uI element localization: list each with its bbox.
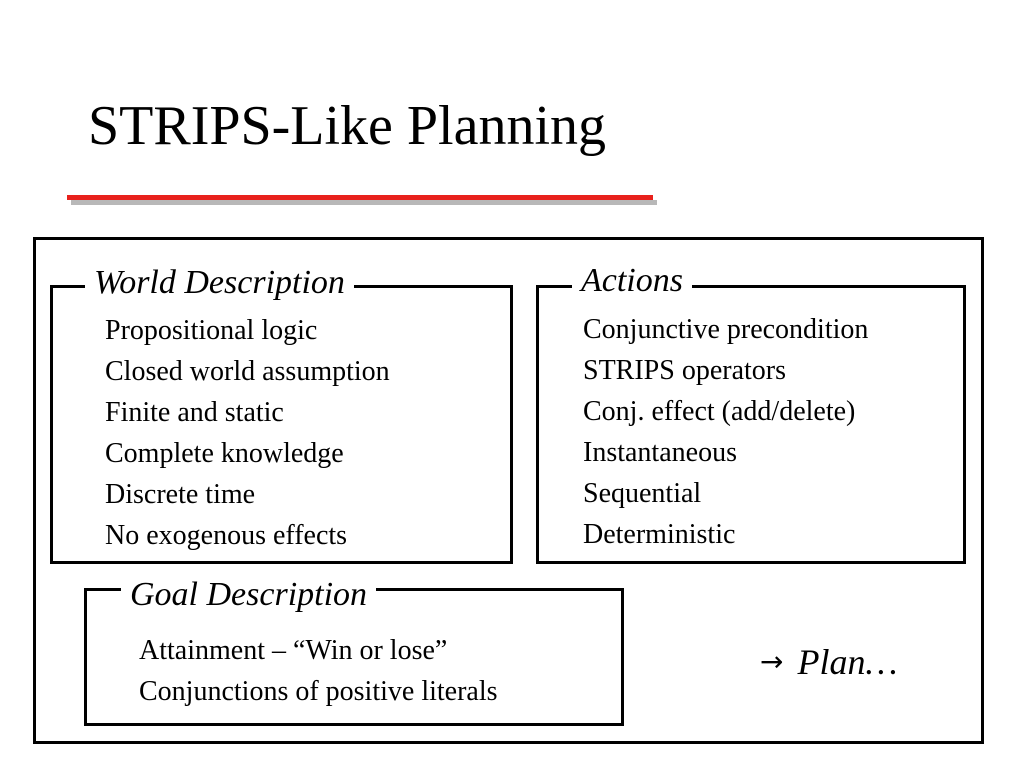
plan-result — [760, 644, 897, 680]
right-arrow-icon: → — [760, 645, 784, 678]
list-item: Sequential — [583, 478, 702, 509]
list-item: No exogenous effects — [105, 520, 348, 551]
slide-title: STRIPS-Like Planning — [88, 95, 607, 157]
goal-description-list — [139, 630, 498, 712]
list-item: Discrete time — [105, 479, 256, 510]
list-item: Instantaneous — [583, 437, 737, 468]
list-item: Conj. effect (add/delete) — [583, 396, 856, 427]
world-description-heading: World Description — [85, 266, 354, 300]
list-item: STRIPS operators — [583, 355, 786, 386]
list-item: Propositional logic — [105, 315, 318, 346]
title-underline-shadow — [71, 200, 657, 205]
list-item: Closed world assumption — [105, 356, 390, 387]
actions-list — [583, 309, 868, 555]
plan-label: Plan… — [797, 642, 898, 682]
list-item: Attainment – “Win or lose” — [139, 635, 448, 666]
list-item: Deterministic — [583, 519, 736, 550]
list-item: Complete knowledge — [105, 438, 344, 469]
title-underline — [67, 195, 653, 200]
actions-heading: Actions — [572, 264, 692, 298]
list-item: Conjunctive precondition — [583, 314, 869, 345]
list-item: Finite and static — [105, 397, 284, 428]
world-description-list — [105, 310, 390, 556]
goal-description-heading: Goal Description — [121, 578, 376, 612]
list-item: Conjunctions of positive literals — [139, 676, 498, 707]
